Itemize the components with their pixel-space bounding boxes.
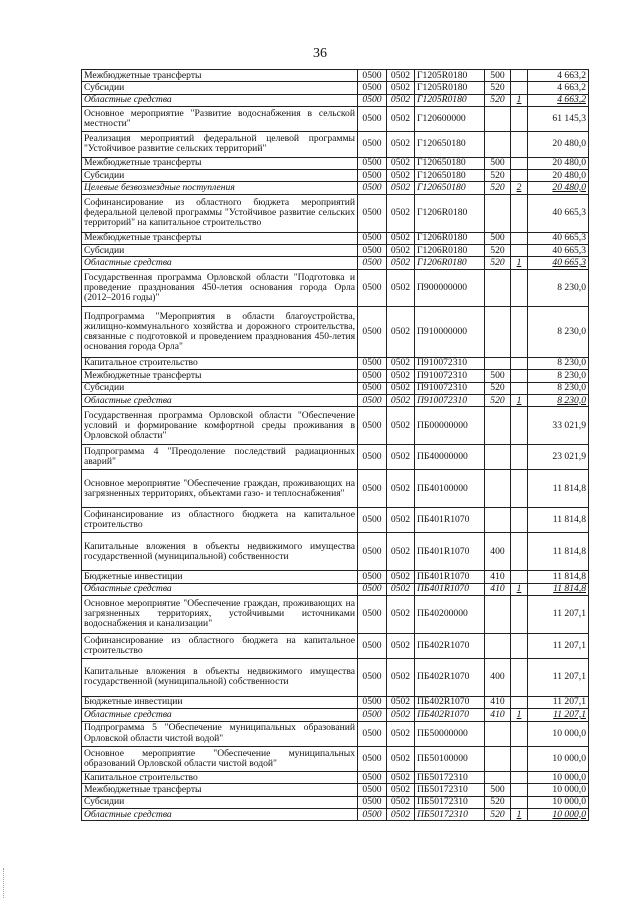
row-subsection: 0502: [387, 70, 415, 82]
row-name: Межбюджетные трансферты: [82, 70, 358, 82]
row-name: Субсидии: [82, 82, 358, 94]
row-amount: 10 000,0: [528, 721, 589, 746]
row-expense-type: 500: [485, 70, 511, 82]
row-source-group: [511, 784, 528, 796]
row-target-code: Г1206R0180: [415, 194, 485, 232]
table-row: [82, 395, 589, 407]
row-expense-type: [485, 595, 511, 633]
row-expense-type: 520: [485, 796, 511, 808]
row-subsection: 0502: [387, 232, 415, 244]
row-section: 0500: [358, 382, 387, 394]
row-source-group: 2: [511, 182, 528, 194]
row-target-code: ПБ402R1070: [415, 696, 485, 708]
row-name: Межбюджетные трансферты: [82, 232, 358, 244]
row-source-group: 1: [511, 583, 528, 595]
row-amount: 20 480,0: [528, 169, 589, 181]
row-target-code: Г1205R0180: [415, 70, 485, 82]
row-expense-type: 520: [485, 395, 511, 407]
row-section: 0500: [358, 771, 387, 783]
row-subsection: 0502: [387, 470, 415, 508]
row-target-code: Г120600000: [415, 107, 485, 132]
row-subsection: 0502: [387, 407, 415, 445]
table-row: [82, 107, 589, 132]
row-amount: 20 480,0: [528, 182, 589, 194]
table-row: [82, 307, 589, 357]
row-subsection: 0502: [387, 169, 415, 181]
row-amount: 23 021,9: [528, 445, 589, 470]
row-expense-type: 500: [485, 370, 511, 382]
row-expense-type: 500: [485, 157, 511, 169]
row-amount: 4 663,2: [528, 82, 589, 94]
row-name: Целевые безвозмездные поступления: [82, 182, 358, 194]
row-subsection: 0502: [387, 94, 415, 106]
row-subsection: 0502: [387, 583, 415, 595]
row-expense-type: 520: [485, 94, 511, 106]
row-source-group: [511, 696, 528, 708]
row-source-group: [511, 157, 528, 169]
row-subsection: 0502: [387, 382, 415, 394]
table-row: [82, 696, 589, 708]
row-section: 0500: [358, 709, 387, 721]
row-section: 0500: [358, 107, 387, 132]
row-target-code: ПБ50100000: [415, 746, 485, 771]
row-amount: 33 021,9: [528, 407, 589, 445]
row-amount: 11 207,1: [528, 633, 589, 658]
row-section: 0500: [358, 70, 387, 82]
row-name: Субсидии: [82, 796, 358, 808]
row-expense-type: 520: [485, 809, 511, 821]
row-source-group: [511, 70, 528, 82]
row-subsection: 0502: [387, 269, 415, 307]
table-row: [82, 595, 589, 633]
table-row: [82, 182, 589, 194]
table-row: [82, 796, 589, 808]
table-row: [82, 709, 589, 721]
row-amount: 11 814,8: [528, 533, 589, 571]
row-source-group: 1: [511, 257, 528, 269]
row-expense-type: 500: [485, 784, 511, 796]
row-expense-type: 410: [485, 696, 511, 708]
row-name: Основное мероприятие "Развитие водоснабжения в сельской местности": [82, 107, 358, 132]
row-subsection: 0502: [387, 244, 415, 256]
row-target-code: П910072310: [415, 395, 485, 407]
row-section: 0500: [358, 721, 387, 746]
table-row: [82, 194, 589, 232]
row-expense-type: 520: [485, 169, 511, 181]
row-section: 0500: [358, 595, 387, 633]
row-expense-type: 400: [485, 658, 511, 696]
row-subsection: 0502: [387, 194, 415, 232]
table-row: [82, 658, 589, 696]
row-amount: 40 665,3: [528, 194, 589, 232]
row-expense-type: [485, 357, 511, 369]
row-amount: 8 230,0: [528, 395, 589, 407]
table-row: [82, 407, 589, 445]
row-section: 0500: [358, 746, 387, 771]
row-name: Капитальное строительство: [82, 771, 358, 783]
row-expense-type: 520: [485, 82, 511, 94]
row-subsection: 0502: [387, 721, 415, 746]
row-subsection: 0502: [387, 445, 415, 470]
row-target-code: Г1205R0180: [415, 82, 485, 94]
row-subsection: 0502: [387, 771, 415, 783]
row-name: Софинансирование из областного бюджета на капитальное строительство: [82, 633, 358, 658]
row-amount: 11 814,8: [528, 583, 589, 595]
row-name: Капитальное строительство: [82, 357, 358, 369]
table-row: [82, 132, 589, 157]
table-row: [82, 533, 589, 571]
row-amount: 11 814,8: [528, 508, 589, 533]
row-subsection: 0502: [387, 746, 415, 771]
row-source-group: [511, 107, 528, 132]
row-target-code: ПБ50172310: [415, 809, 485, 821]
row-section: 0500: [358, 370, 387, 382]
table-row: [82, 269, 589, 307]
budget-table: [81, 69, 589, 821]
row-source-group: [511, 796, 528, 808]
row-amount: 8 230,0: [528, 307, 589, 357]
row-name: Государственная программа Орловской области "Подготовка и проведение празднования 450-летия основания города Орла (2012–2016 годы)": [82, 269, 358, 307]
row-source-group: 1: [511, 709, 528, 721]
row-subsection: 0502: [387, 370, 415, 382]
row-subsection: 0502: [387, 595, 415, 633]
table-row: [82, 370, 589, 382]
row-section: 0500: [358, 796, 387, 808]
row-expense-type: 400: [485, 533, 511, 571]
row-section: 0500: [358, 571, 387, 583]
row-section: 0500: [358, 244, 387, 256]
row-name: Капитальные вложения в объекты недвижимого имущества государственной (муниципальной) собственности: [82, 658, 358, 696]
row-name: Реализация мероприятий федеральной целевой программы "Устойчивое развитие сельских территорий": [82, 132, 358, 157]
row-target-code: ПБ40100000: [415, 470, 485, 508]
row-expense-type: [485, 407, 511, 445]
row-expense-type: [485, 307, 511, 357]
page-number: 36: [313, 46, 327, 61]
table-row: [82, 809, 589, 821]
row-expense-type: [485, 107, 511, 132]
row-name: Подпрограмма 5 "Обеспечение муниципальных образований Орловской области чистой водой": [82, 721, 358, 746]
table-row: [82, 357, 589, 369]
row-target-code: ПБ50172310: [415, 771, 485, 783]
row-name: Межбюджетные трансферты: [82, 370, 358, 382]
row-source-group: [511, 382, 528, 394]
row-subsection: 0502: [387, 784, 415, 796]
row-name: Государственная программа Орловской области "Обеспечение условий и формирование комфортной среды проживания в Орловской области": [82, 407, 358, 445]
row-source-group: [511, 746, 528, 771]
row-amount: 4 663,2: [528, 70, 589, 82]
row-amount: 11 814,8: [528, 470, 589, 508]
row-expense-type: 410: [485, 571, 511, 583]
row-source-group: [511, 470, 528, 508]
row-name: Областные средства: [82, 257, 358, 269]
row-section: 0500: [358, 257, 387, 269]
row-name: Областные средства: [82, 395, 358, 407]
row-subsection: 0502: [387, 357, 415, 369]
row-section: 0500: [358, 232, 387, 244]
row-subsection: 0502: [387, 257, 415, 269]
row-source-group: [511, 771, 528, 783]
table-row: [82, 633, 589, 658]
row-section: 0500: [358, 658, 387, 696]
row-source-group: [511, 595, 528, 633]
row-expense-type: [485, 771, 511, 783]
row-name: Областные средства: [82, 709, 358, 721]
row-section: 0500: [358, 533, 387, 571]
row-target-code: Г120650180: [415, 169, 485, 181]
row-subsection: 0502: [387, 132, 415, 157]
row-amount: 11 207,1: [528, 696, 589, 708]
row-subsection: 0502: [387, 533, 415, 571]
row-expense-type: [485, 746, 511, 771]
row-target-code: ПБ401R1070: [415, 583, 485, 595]
row-target-code: ПБ50172310: [415, 796, 485, 808]
row-section: 0500: [358, 809, 387, 821]
row-target-code: ПБ50000000: [415, 721, 485, 746]
row-target-code: ПБ401R1070: [415, 508, 485, 533]
row-source-group: [511, 132, 528, 157]
row-name: Субсидии: [82, 244, 358, 256]
row-expense-type: 520: [485, 257, 511, 269]
row-source-group: [511, 445, 528, 470]
row-subsection: 0502: [387, 508, 415, 533]
row-target-code: Г120650180: [415, 157, 485, 169]
row-source-group: [511, 571, 528, 583]
row-amount: 8 230,0: [528, 382, 589, 394]
scan-edge-mark: [3, 868, 7, 898]
row-expense-type: [485, 508, 511, 533]
row-subsection: 0502: [387, 82, 415, 94]
row-name: Подпрограмма 4 "Преодоление последствий радиационных аварий": [82, 445, 358, 470]
row-section: 0500: [358, 357, 387, 369]
table-row: [82, 784, 589, 796]
row-subsection: 0502: [387, 809, 415, 821]
row-source-group: [511, 307, 528, 357]
row-expense-type: 410: [485, 709, 511, 721]
row-target-code: Г120650180: [415, 132, 485, 157]
row-target-code: П910072310: [415, 382, 485, 394]
row-amount: 10 000,0: [528, 771, 589, 783]
table-row: [82, 470, 589, 508]
row-name: Софинансирование из областного бюджета на капитальное строительство: [82, 508, 358, 533]
row-subsection: 0502: [387, 658, 415, 696]
table-row: [82, 244, 589, 256]
table-row: [82, 721, 589, 746]
row-target-code: ПБ401R1070: [415, 571, 485, 583]
row-target-code: ПБ402R1070: [415, 658, 485, 696]
row-expense-type: 410: [485, 583, 511, 595]
row-source-group: [511, 269, 528, 307]
row-source-group: [511, 244, 528, 256]
table-row: [82, 82, 589, 94]
row-name: Межбюджетные трансферты: [82, 157, 358, 169]
row-name: Капитальные вложения в объекты недвижимого имущества государственной (муниципальной) собственности: [82, 533, 358, 571]
row-section: 0500: [358, 508, 387, 533]
row-section: 0500: [358, 583, 387, 595]
table-row: [82, 746, 589, 771]
row-target-code: П910072310: [415, 357, 485, 369]
row-subsection: 0502: [387, 633, 415, 658]
row-section: 0500: [358, 633, 387, 658]
table-row: [82, 94, 589, 106]
row-section: 0500: [358, 94, 387, 106]
table-row: [82, 583, 589, 595]
row-expense-type: 520: [485, 182, 511, 194]
row-name: Областные средства: [82, 809, 358, 821]
row-name: Бюджетные инвестиции: [82, 571, 358, 583]
row-target-code: ПБ50172310: [415, 784, 485, 796]
row-source-group: 1: [511, 395, 528, 407]
row-amount: 20 480,0: [528, 157, 589, 169]
row-target-code: П900000000: [415, 269, 485, 307]
row-expense-type: [485, 721, 511, 746]
row-source-group: [511, 508, 528, 533]
row-target-code: П910072310: [415, 370, 485, 382]
row-source-group: [511, 82, 528, 94]
row-source-group: [511, 194, 528, 232]
row-section: 0500: [358, 470, 387, 508]
row-section: 0500: [358, 169, 387, 181]
row-expense-type: 520: [485, 382, 511, 394]
row-source-group: [511, 232, 528, 244]
row-target-code: ПБ00000000: [415, 407, 485, 445]
row-expense-type: [485, 633, 511, 658]
row-amount: 8 230,0: [528, 370, 589, 382]
row-subsection: 0502: [387, 157, 415, 169]
row-target-code: Г120650180: [415, 182, 485, 194]
row-subsection: 0502: [387, 182, 415, 194]
row-target-code: ПБ402R1070: [415, 633, 485, 658]
row-amount: 61 145,3: [528, 107, 589, 132]
row-section: 0500: [358, 395, 387, 407]
row-source-group: 1: [511, 94, 528, 106]
row-section: 0500: [358, 696, 387, 708]
row-name: Бюджетные инвестиции: [82, 696, 358, 708]
row-target-code: ПБ401R1070: [415, 533, 485, 571]
table-row: [82, 257, 589, 269]
row-target-code: П910000000: [415, 307, 485, 357]
row-section: 0500: [358, 269, 387, 307]
row-amount: 40 665,3: [528, 257, 589, 269]
table-row: [82, 508, 589, 533]
table-row: [82, 70, 589, 82]
row-amount: 8 230,0: [528, 269, 589, 307]
row-section: 0500: [358, 182, 387, 194]
row-section: 0500: [358, 157, 387, 169]
table-row: [82, 771, 589, 783]
row-source-group: [511, 357, 528, 369]
row-name: Подпрограмма "Мероприятия в области благоустройства, жилищно-коммунального хозяйства и дорожного строительства, связанные с подготовкой и проведением празднования 450-летия основания города Орла": [82, 307, 358, 357]
row-amount: 20 480,0: [528, 132, 589, 157]
row-amount: 4 663,2: [528, 94, 589, 106]
row-source-group: 1: [511, 809, 528, 821]
row-target-code: ПБ40200000: [415, 595, 485, 633]
row-expense-type: [485, 132, 511, 157]
row-name: Основное мероприятие "Обеспечение граждан, проживающих на загрязненных территориях, объектами газо- и теплоснабжения": [82, 470, 358, 508]
row-subsection: 0502: [387, 709, 415, 721]
row-name: Областные средства: [82, 583, 358, 595]
row-amount: 10 000,0: [528, 784, 589, 796]
row-name: Софинансирование из областного бюджета мероприятий федеральной целевой программы "Устойчивое развитие сельских территорий" на капитальное строительство: [82, 194, 358, 232]
row-name: Основное мероприятие "Обеспечение муниципальных образований Орловской области чистой водой": [82, 746, 358, 771]
row-name: Областные средства: [82, 94, 358, 106]
row-target-code: Г1206R0180: [415, 244, 485, 256]
row-target-code: ПБ40000000: [415, 445, 485, 470]
row-expense-type: [485, 269, 511, 307]
row-expense-type: 520: [485, 244, 511, 256]
row-amount: 11 207,1: [528, 595, 589, 633]
row-source-group: [511, 169, 528, 181]
row-source-group: [511, 721, 528, 746]
row-name: Основное мероприятие "Обеспечение граждан, проживающих на загрязненных территориях, устойчивыми источниками водоснабжения и канализации": [82, 595, 358, 633]
row-source-group: [511, 370, 528, 382]
row-expense-type: [485, 194, 511, 232]
row-section: 0500: [358, 307, 387, 357]
table-row: [82, 571, 589, 583]
row-target-code: Г1206R0180: [415, 232, 485, 244]
row-amount: 11 207,1: [528, 709, 589, 721]
row-amount: 11 207,1: [528, 658, 589, 696]
table-row: [82, 445, 589, 470]
row-subsection: 0502: [387, 796, 415, 808]
row-amount: 11 814,8: [528, 571, 589, 583]
row-section: 0500: [358, 407, 387, 445]
row-section: 0500: [358, 445, 387, 470]
row-target-code: Г1205R0180: [415, 94, 485, 106]
table-row: [82, 382, 589, 394]
row-name: Межбюджетные трансферты: [82, 784, 358, 796]
row-amount: 8 230,0: [528, 357, 589, 369]
row-source-group: [511, 533, 528, 571]
row-target-code: ПБ402R1070: [415, 709, 485, 721]
row-amount: 10 000,0: [528, 796, 589, 808]
row-source-group: [511, 407, 528, 445]
row-expense-type: [485, 470, 511, 508]
row-section: 0500: [358, 82, 387, 94]
row-subsection: 0502: [387, 571, 415, 583]
row-target-code: Г1206R0180: [415, 257, 485, 269]
row-section: 0500: [358, 784, 387, 796]
row-name: Субсидии: [82, 382, 358, 394]
row-subsection: 0502: [387, 696, 415, 708]
row-subsection: 0502: [387, 307, 415, 357]
row-name: Субсидии: [82, 169, 358, 181]
table-row: [82, 169, 589, 181]
row-source-group: [511, 633, 528, 658]
row-section: 0500: [358, 132, 387, 157]
row-source-group: [511, 658, 528, 696]
row-amount: 10 000,0: [528, 809, 589, 821]
table-row: [82, 232, 589, 244]
row-amount: 40 665,3: [528, 244, 589, 256]
table-row: [82, 157, 589, 169]
row-amount: 40 665,3: [528, 232, 589, 244]
row-subsection: 0502: [387, 107, 415, 132]
row-subsection: 0502: [387, 395, 415, 407]
row-expense-type: 500: [485, 232, 511, 244]
row-expense-type: [485, 445, 511, 470]
row-section: 0500: [358, 194, 387, 232]
row-amount: 10 000,0: [528, 746, 589, 771]
